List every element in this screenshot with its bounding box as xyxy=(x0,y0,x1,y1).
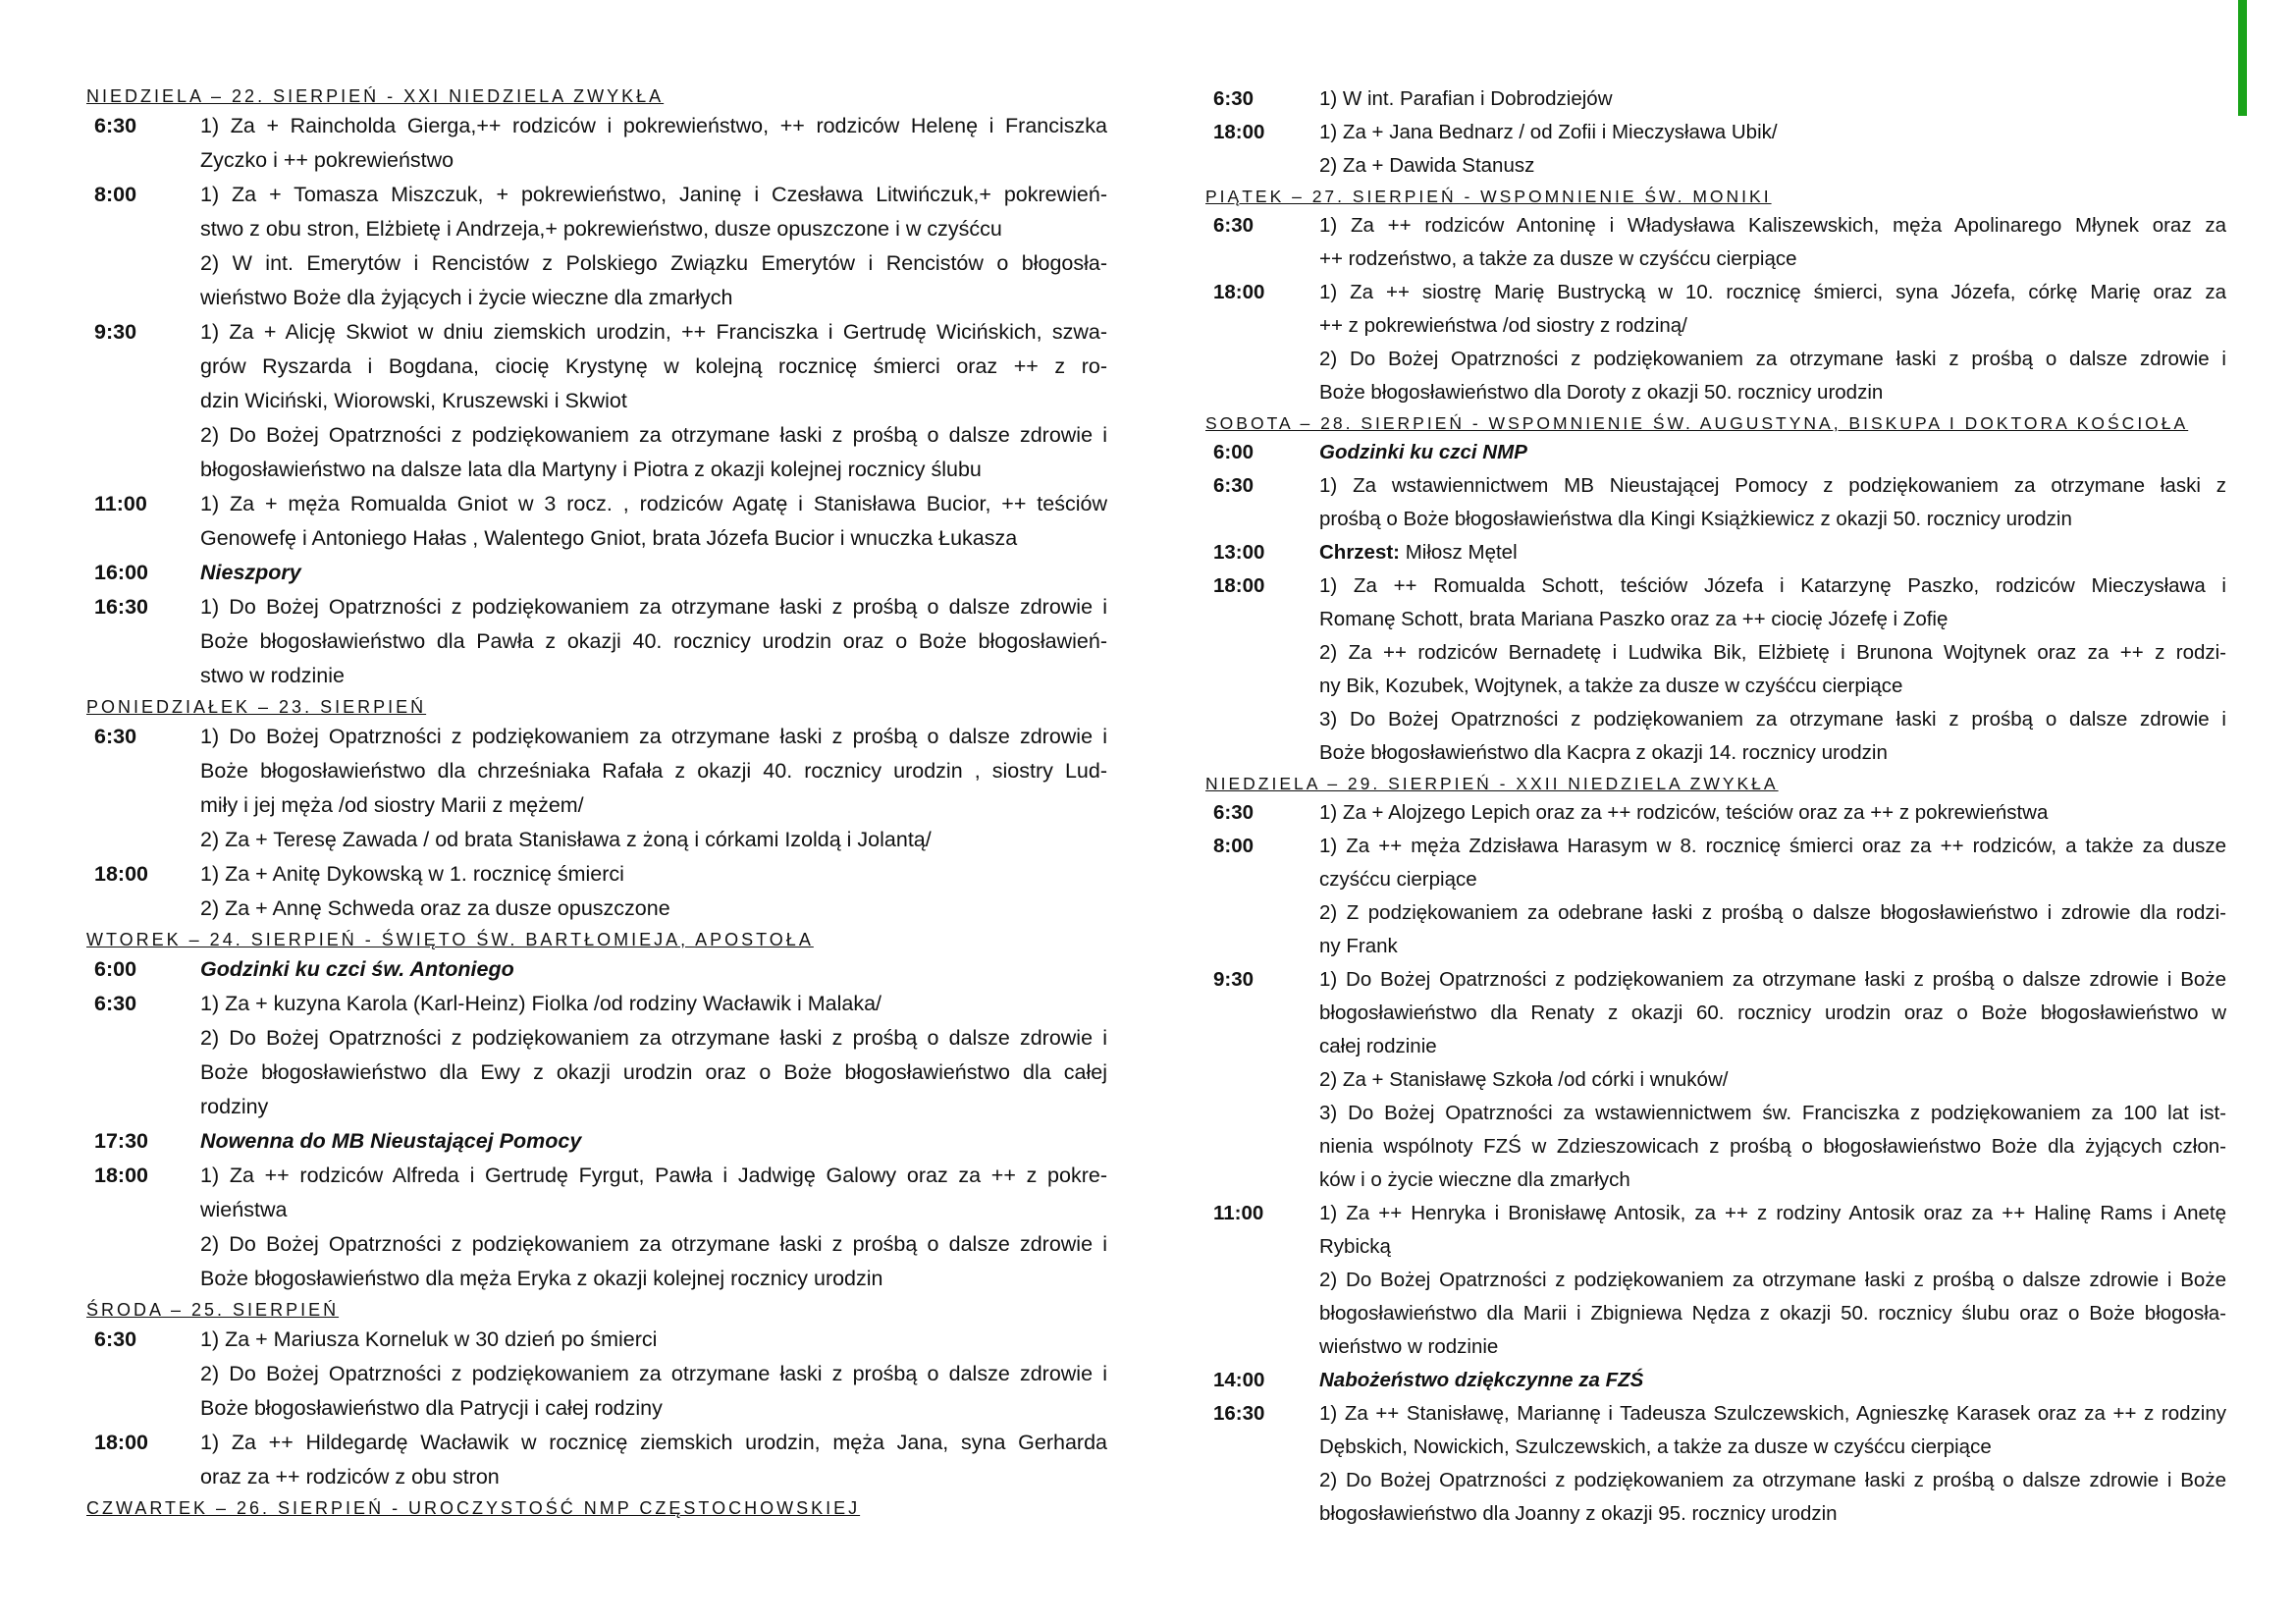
mass-entry xyxy=(86,590,1107,693)
mass-entry xyxy=(1205,276,2226,409)
intention-line: 1) Za ++ siostrę Marię Bustrycką w 10. rocznicę śmierci, syna Józefa, córkę Marię oraz za xyxy=(1319,281,2226,303)
mass-time: 18:00 xyxy=(94,1431,148,1454)
intention-text xyxy=(200,1124,1107,1159)
intention-line: 2) Do Bożej Opatrzności z podziękowaniem za otrzymane łaski z prośbą o dalsze zdrowie i Boże xyxy=(1319,1269,2226,1291)
mass-entry xyxy=(86,1159,1107,1296)
mass-entry xyxy=(1205,82,2226,116)
left-column xyxy=(86,82,1107,1521)
intention-line: 2) Za + Annę Schweda oraz za dusze opuszczone xyxy=(200,896,670,920)
intention-line: 2) Do Bożej Opatrzności z podziękowaniem za otrzymane łaski z prośbą o dalsze zdrowie i xyxy=(200,1232,1107,1256)
mass-time: 13:00 xyxy=(1213,541,1265,564)
mass-time: 6:30 xyxy=(1213,801,1255,824)
mass-time: 6:00 xyxy=(94,957,137,981)
intention-line: wieństwo w rodzinie xyxy=(1319,1335,1499,1358)
intention-text xyxy=(200,720,1107,857)
intention-text xyxy=(200,487,1107,556)
intention-line: Nieszpory xyxy=(200,561,301,584)
intention-line: błogosławieństwo dla Marii i Zbigniewa Nędza z okazji 50. rocznicy ślubu oraz o Boże błogosła- xyxy=(1319,1302,2226,1325)
intention-line: błogosławieństwo dla Renaty z okazji 60. rocznicy urodzin oraz o Boże błogosławieństwo w xyxy=(1319,1001,2226,1024)
day-header: WTOREK – 24. SIERPIEŃ - ŚWIĘTO ŚW. BARTŁOMIEJA, APOSTOŁA xyxy=(86,930,814,949)
mass-entry xyxy=(86,556,1107,590)
intention-line: 1) Za + Jana Bednarz / od Zofii i Mieczysława Ubik/ xyxy=(1319,121,1778,143)
intention-line: stwo z obu stron, Elżbietę i Andrzeja,+ pokrewieństwo, dusze opuszczone i w czyśćcu xyxy=(200,217,1002,241)
intention-line: ++ rodzeństwo, a także za dusze w czyśćcu cierpiące xyxy=(1319,247,1797,270)
mass-time: 8:00 xyxy=(94,183,137,206)
mass-time: 6:30 xyxy=(94,992,137,1015)
intention-line: całej rodzinie xyxy=(1319,1035,1437,1057)
mass-entry xyxy=(1205,569,2226,770)
intention-line: Boże błogosławieństwo dla męża Eryka z okazji kolejnej rocznicy urodzin xyxy=(200,1267,883,1290)
intention-text xyxy=(1319,963,2226,1197)
intention-text xyxy=(1319,82,2226,116)
intention-line: Nabożeństwo dziękczynne za FZŚ xyxy=(1319,1369,1644,1391)
intention-line: 2) Za + Dawida Stanusz xyxy=(1319,154,1535,177)
mass-entry xyxy=(86,1124,1107,1159)
intention-line: 1) Za ++ Hildegardę Wacławik w rocznicę ziemskich urodzin, męża Jana, syna Gerharda xyxy=(200,1431,1107,1454)
intention-line: Dębskich, Nowickich, Szulczewskich, a także za dusze w czyśćcu cierpiące xyxy=(1319,1435,1992,1458)
intention-line: Godzinki ku czci NMP xyxy=(1319,441,1527,463)
intention-line: 3) Do Bożej Opatrzności z podziękowaniem za otrzymane łaski z prośbą o dalsze zdrowie i xyxy=(1319,708,2226,731)
intention-line xyxy=(1319,536,2226,569)
mass-time: 6:30 xyxy=(1213,214,1255,237)
intention-text xyxy=(1319,276,2226,409)
mass-time: 18:00 xyxy=(94,1164,148,1187)
intention-line: Romanę Schott, brata Mariana Paszko oraz za ++ ciocię Józefę i Zofię xyxy=(1319,608,1949,630)
intention-line: 1) W int. Parafian i Dobrodziejów xyxy=(1319,87,1613,110)
intention-line: wieństwo Boże dla żyjących i życie wieczne dla zmarłych xyxy=(200,286,733,309)
intention-line: błogosławieństwo dla Joanny z okazji 95. rocznicy urodzin xyxy=(1319,1502,1838,1525)
mass-entry xyxy=(86,1426,1107,1494)
intention-line: Rybicką xyxy=(1319,1235,1391,1258)
intention-line: 1) Za + Raincholda Gierga,++ rodziców i pokrewieństwo, ++ rodziców Helenę i Franciszka xyxy=(200,114,1107,137)
mass-entry xyxy=(86,1323,1107,1426)
intention-line: ny Frank xyxy=(1319,935,1398,957)
intention-text xyxy=(1319,469,2226,536)
intention-line: Boże błogosławieństwo dla Doroty z okazji 50. rocznicy urodzin xyxy=(1319,381,1884,404)
intention-text xyxy=(1319,1364,2226,1397)
intention-line: miły i jej męża /od siostry Marii z mężem/ xyxy=(200,793,584,817)
intention-line: 2) Do Bożej Opatrzności z podziękowaniem za otrzymane łaski z prośbą o dalsze zdrowie i xyxy=(200,1362,1107,1385)
mass-entry xyxy=(1205,116,2226,183)
intention-line: grów Ryszarda i Bogdana, ciocię Krystynę w kolejną rocznicę śmierci oraz ++ z ro- xyxy=(200,354,1107,378)
mass-entry xyxy=(86,109,1107,178)
intention-line: dzin Wiciński, Wiorowski, Kruszewski i Skwiot xyxy=(200,389,627,412)
intention-text xyxy=(1319,1397,2226,1531)
mass-time: 6:30 xyxy=(94,725,137,748)
intention-line: 2) Za ++ rodziców Bernadetę i Ludwika Bik, Elżbietę i Brunona Wojtynek oraz za ++ z rodzi- xyxy=(1319,641,2226,664)
intention-text xyxy=(200,109,1107,178)
mass-time: 14:00 xyxy=(1213,1369,1265,1391)
mass-time: 6:30 xyxy=(1213,474,1255,497)
mass-time: 11:00 xyxy=(1213,1202,1264,1224)
intention-text xyxy=(200,857,1107,926)
intention-line: rodziny xyxy=(200,1095,269,1118)
intention-line: 1) Za ++ męża Zdzisława Harasym w 8. rocznicę śmierci oraz za ++ rodziców, a także za dusze xyxy=(1319,835,2226,857)
intention-text xyxy=(1319,796,2226,830)
intention-text xyxy=(200,952,1107,987)
intention-line: 1) Za wstawiennictwem MB Nieustającej Pomocy z podziękowaniem za otrzymane łaski z xyxy=(1319,474,2226,497)
intention-line: 2) Do Bożej Opatrzności z podziękowaniem za otrzymane łaski z prośbą o dalsze zdrowie i xyxy=(200,1026,1107,1050)
intention-text xyxy=(200,1159,1107,1296)
mass-time: 9:30 xyxy=(94,320,137,344)
baptism-label: Chrzest: xyxy=(1319,541,1401,564)
day-header: NIEDZIELA – 29. SIERPIEŃ - XXII NIEDZIELA ZWYKŁA xyxy=(1205,774,1779,793)
mass-time: 6:00 xyxy=(1213,441,1255,463)
intention-text xyxy=(1319,536,2226,569)
mass-time: 9:30 xyxy=(1213,968,1255,991)
mass-entry xyxy=(86,720,1107,857)
day-header: ŚRODA – 25. SIERPIEŃ xyxy=(86,1300,340,1320)
intention-line: 1) Za ++ Henryka i Bronisławę Antosik, za ++ z rodziny Antosik oraz za ++ Halinę Rams i Anetę xyxy=(1319,1202,2226,1224)
intention-text xyxy=(200,590,1107,693)
intention-line: wieństwa xyxy=(200,1198,288,1221)
intention-line: 2) W int. Emerytów i Rencistów z Polskiego Związku Emerytów i Rencistów o błogosła- xyxy=(200,251,1107,275)
intention-text xyxy=(1319,830,2226,963)
green-accent-bar xyxy=(2238,0,2247,116)
mass-entry xyxy=(1205,796,2226,830)
intention-line: Boże błogosławieństwo dla Patrycji i całej rodziny xyxy=(200,1396,663,1420)
intention-line: Boże błogosławieństwo dla Ewy z okazji urodzin oraz o Boże błogosławieństwo dla całej xyxy=(200,1060,1107,1084)
intention-line: nienia wspólnoty FZŚ w Zdzieszowicach z prośbą o błogosławieństwo Boże dla żyjących człon- xyxy=(1319,1135,2226,1158)
mass-entry xyxy=(86,178,1107,315)
mass-entry xyxy=(1205,1364,2226,1397)
mass-entry xyxy=(1205,436,2226,469)
intention-line: ków i o życie wieczne dla zmarłych xyxy=(1319,1168,1630,1191)
intention-line: stwo w rodzinie xyxy=(200,664,345,687)
mass-entry xyxy=(86,315,1107,487)
intention-line: 2) Z podziękowaniem za odebrane łaski z prośbą o dalsze błogosławieństwo i zdrowie dla rodzi- xyxy=(1319,901,2226,924)
mass-time: 18:00 xyxy=(94,862,148,886)
intention-line: 1) Za + kuzyna Karola (Karl-Heinz) Fiolka /od rodziny Wacławik i Malaka/ xyxy=(200,992,882,1015)
intention-line: 2) Do Bożej Opatrzności z podziękowaniem za otrzymane łaski z prośbą o dalsze zdrowie i xyxy=(1319,348,2226,370)
mass-time: 17:30 xyxy=(94,1129,148,1153)
intention-line: 1) Za + Tomasza Miszczuk, + pokrewieństwo, Janinę i Czesława Litwińczuk,+ pokrewień- xyxy=(200,183,1107,206)
intention-text xyxy=(1319,1197,2226,1364)
mass-time: 11:00 xyxy=(94,492,147,515)
intention-line: Boże błogosławieństwo dla chrześniaka Rafała z okazji 40. rocznicy urodzin , siostry Lud- xyxy=(200,759,1107,783)
mass-time: 18:00 xyxy=(1213,281,1265,303)
mass-entry xyxy=(1205,469,2226,536)
mass-time: 6:30 xyxy=(1213,87,1255,110)
intention-line: 1) Do Bożej Opatrzności z podziękowaniem za otrzymane łaski z prośbą o dalsze zdrowie i Boże xyxy=(1319,968,2226,991)
mass-entry xyxy=(1205,1397,2226,1531)
intention-text xyxy=(1319,209,2226,276)
day-header: NIEDZIELA – 22. SIERPIEŃ - XXI NIEDZIELA ZWYKŁA xyxy=(86,86,665,106)
mass-time: 8:00 xyxy=(1213,835,1255,857)
intention-line: Zyczko i ++ pokrewieństwo xyxy=(200,148,454,172)
mass-entry xyxy=(1205,209,2226,276)
mass-time: 18:00 xyxy=(1213,121,1265,143)
intention-text xyxy=(200,987,1107,1124)
intention-line: czyśćcu cierpiące xyxy=(1319,868,1477,891)
mass-time: 16:30 xyxy=(94,595,148,619)
intention-line: 1) Za + męża Romualda Gniot w 3 rocz. , rodziców Agatę i Stanisława Bucior, ++ teściów xyxy=(200,492,1107,515)
intention-line: ++ z pokrewieństwa /od siostry z rodziną/ xyxy=(1319,314,1687,337)
intention-line: 2) Za + Teresę Zawada / od brata Stanisława z żoną i córkami Izoldą i Jolantą/ xyxy=(200,828,932,851)
intention-line: 1) Za ++ Romualda Schott, teściów Józefa i Katarzynę Paszko, rodziców Mieczysława i xyxy=(1319,574,2226,597)
intention-line: Nowenna do MB Nieustającej Pomocy xyxy=(200,1129,582,1153)
mass-entry xyxy=(1205,536,2226,569)
intention-line: 1) Do Bożej Opatrzności z podziękowaniem za otrzymane łaski z prośbą o dalsze zdrowie i xyxy=(200,725,1107,748)
mass-entry xyxy=(86,952,1107,987)
intention-line: 1) Do Bożej Opatrzności z podziękowaniem za otrzymane łaski z prośbą o dalsze zdrowie i xyxy=(200,595,1107,619)
intention-line: Godzinki ku czci św. Antoniego xyxy=(200,957,514,981)
intention-text xyxy=(200,178,1107,315)
mass-time: 16:00 xyxy=(94,561,148,584)
intention-line: prośbą o Boże błogosławieństwa dla Kingi Książkiewicz z okazji 50. rocznicy urodzin xyxy=(1319,508,2072,530)
intention-text xyxy=(200,315,1107,487)
intention-line: 1) Za + Mariusza Korneluk w 30 dzień po śmierci xyxy=(200,1327,658,1351)
intention-line: 1) Za ++ rodziców Alfreda i Gertrudę Fyrgut, Pawła i Jadwigę Galowy oraz za ++ z pokre- xyxy=(200,1164,1107,1187)
intention-text xyxy=(1319,569,2226,770)
baptism-name: Miłosz Mętel xyxy=(1400,541,1518,564)
intention-line: 1) Za + Alicję Skwiot w dniu ziemskich urodzin, ++ Franciszka i Gertrudę Wicińskich, szwa- xyxy=(200,320,1107,344)
day-header: PIĄTEK – 27. SIERPIEŃ - WSPOMNIENIE ŚW. MONIKI xyxy=(1205,187,1772,206)
intention-line: 1) Za ++ rodziców Antoninę i Władysława Kaliszewskich, męża Apolinarego Młynek oraz za xyxy=(1319,214,2226,237)
intention-line: oraz za ++ rodziców z obu stron xyxy=(200,1465,500,1489)
mass-entry xyxy=(1205,830,2226,963)
mass-entry xyxy=(86,857,1107,926)
intention-line: 2) Do Bożej Opatrzności z podziękowaniem za otrzymane łaski z prośbą o dalsze zdrowie i Boże xyxy=(1319,1469,2226,1491)
mass-entry xyxy=(1205,1197,2226,1364)
intention-line: Boże błogosławieństwo dla Kacpra z okazji 14. rocznicy urodzin xyxy=(1319,741,1888,764)
intention-text xyxy=(1319,436,2226,469)
intention-line: 1) Za + Alojzego Lepich oraz za ++ rodziców, teściów oraz za ++ z pokrewieństwa xyxy=(1319,801,2049,824)
intention-line: 1) Za ++ Stanisławę, Mariannę i Tadeusza Szulczewskich, Agnieszkę Karasek oraz za ++ z rodziny xyxy=(1319,1402,2226,1425)
day-header: CZWARTEK – 26. SIERPIEŃ - UROCZYSTOŚĆ NMP CZĘSTOCHOWSKIEJ xyxy=(86,1498,861,1518)
day-header: SOBOTA – 28. SIERPIEŃ - WSPOMNIENIE ŚW. AUGUSTYNA, BISKUPA I DOKTORA KOŚCIOŁA xyxy=(1205,413,2189,433)
intention-line: ny Bik, Kozubek, Wojtynek, a także za dusze w czyśćcu cierpiące xyxy=(1319,675,1903,697)
mass-time: 16:30 xyxy=(1213,1402,1265,1425)
intention-text xyxy=(1319,116,2226,183)
right-column xyxy=(1205,82,2226,1531)
mass-time: 6:30 xyxy=(94,114,137,137)
mass-time: 6:30 xyxy=(94,1327,137,1351)
intention-text xyxy=(200,1426,1107,1494)
mass-entry xyxy=(86,987,1107,1124)
day-header: PONIEDZIAŁEK – 23. SIERPIEŃ xyxy=(86,697,427,717)
intention-line: 1) Za + Anitę Dykowską w 1. rocznicę śmierci xyxy=(200,862,624,886)
intention-line: Genowefę i Antoniego Hałas , Walentego Gniot, brata Józefa Bucior i wnuczka Łukasza xyxy=(200,526,1018,550)
intention-text xyxy=(200,1323,1107,1426)
intention-line: 3) Do Bożej Opatrzności za wstawiennictwem św. Franciszka z podziękowaniem za 100 lat ist- xyxy=(1319,1102,2226,1124)
intention-line: błogosławieństwo na dalsze lata dla Martyny i Piotra z okazji kolejnej rocznicy ślubu xyxy=(200,458,982,481)
mass-entry xyxy=(86,487,1107,556)
intention-line: 2) Za + Stanisławę Szkoła /od córki i wnuków/ xyxy=(1319,1068,1729,1091)
mass-entry xyxy=(1205,963,2226,1197)
intention-line: 2) Do Bożej Opatrzności z podziękowaniem za otrzymane łaski z prośbą o dalsze zdrowie i xyxy=(200,423,1107,447)
intention-text xyxy=(200,556,1107,590)
intention-line: Boże błogosławieństwo dla Pawła z okazji 40. rocznicy urodzin oraz o Boże błogosławień- xyxy=(200,629,1107,653)
mass-time: 18:00 xyxy=(1213,574,1265,597)
